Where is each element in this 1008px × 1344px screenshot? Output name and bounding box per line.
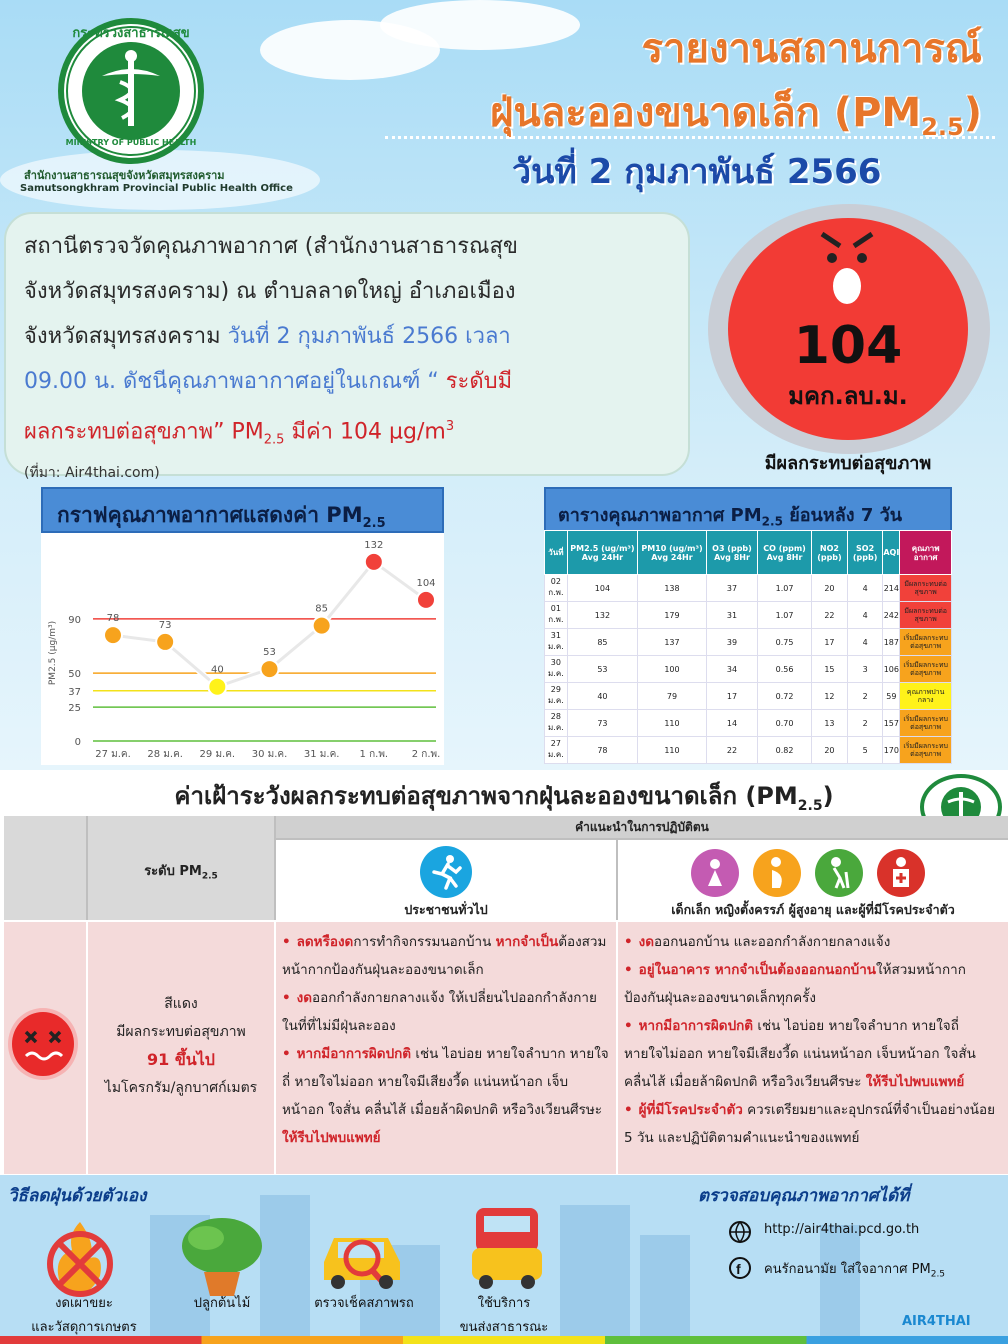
table-cell-pm10: 100 bbox=[638, 656, 707, 683]
svg-text:f: f bbox=[736, 1261, 741, 1277]
plant-icon bbox=[176, 1214, 268, 1298]
y-tick-label: 0 bbox=[74, 737, 81, 748]
y-axis-label: PM2.5 (µg/m³) bbox=[48, 620, 58, 686]
level-unit: ไมโครกรัม/ลูกบาศก์เมตร bbox=[104, 1080, 258, 1096]
risk-group-cell bbox=[618, 840, 1008, 920]
table-cell-pm10: 110 bbox=[638, 710, 707, 737]
data-point bbox=[365, 553, 383, 571]
data-label: 53 bbox=[263, 647, 276, 659]
table-cell-aqi: 242 bbox=[883, 602, 900, 629]
level-name: สีแดง bbox=[164, 996, 198, 1012]
table-title: ตารางคุณภาพอากาศ $PM_{2.5}$ ย้อนหลัง 7 วัน bbox=[544, 487, 952, 533]
y-tick-label: 90 bbox=[68, 614, 81, 626]
table-cell-pm10: 138 bbox=[638, 575, 707, 602]
x-tick-label: 1 ก.พ. bbox=[359, 749, 389, 760]
level-header: ระดับ $PM_{2.5}$ bbox=[144, 864, 218, 882]
level-range: 91 ขึ้นไป bbox=[147, 1050, 215, 1069]
data-point bbox=[313, 617, 331, 635]
table-cell-pm25: 78 bbox=[567, 737, 637, 764]
angry-face-icon bbox=[818, 228, 876, 308]
data-label: 85 bbox=[315, 603, 329, 615]
risk-advice-list bbox=[624, 928, 1000, 1152]
globe-icon bbox=[728, 1220, 752, 1244]
table-cell-so2: 3 bbox=[847, 656, 882, 683]
facebook-page-link[interactable]: คนรักอนามัย ใส่ใจอากาศ $PM_{2.5}$ bbox=[764, 1262, 946, 1280]
table-row bbox=[545, 575, 952, 602]
chart-title: กราฟคุณภาพอากาศแสดงค่า $PM_{2.5}$ bbox=[41, 487, 444, 533]
grid-cell bbox=[4, 816, 86, 920]
general-advice-list bbox=[282, 928, 610, 1152]
moph-logo: กระทรวงสาธารณสุข MINISTRY OF PUBLIC HEALTH bbox=[58, 18, 204, 164]
advice-item: • หากมีอาการผิดปกติ เช่น ไอบ่อย หายใจลำบาก หายใจถี่ หายใจไม่ออก หายใจมีเสียงวี้ด แน่นหน้าอก เจ็บหน้าอก ใจสั่น คลื่นไส้ เมื่อยล้าผิดปกติ หรือวิงเวียนศีรษะ ให้รีบไปพบแพทย์ bbox=[282, 1046, 609, 1146]
data-label: 104 bbox=[416, 577, 436, 589]
table-header-1: PM2.5 (ug/m³) Avg 24Hr bbox=[567, 531, 637, 575]
no-burning-icon bbox=[38, 1214, 122, 1298]
data-point bbox=[261, 660, 279, 678]
table-cell-date: 29 ม.ค. bbox=[545, 683, 568, 710]
data-label: 132 bbox=[364, 539, 384, 551]
sick-face-icon bbox=[8, 1008, 78, 1080]
table-cell-so2: 5 bbox=[847, 737, 882, 764]
table-cell-date: 01 ก.พ. bbox=[545, 602, 568, 629]
table-cell-no2: 15 bbox=[811, 656, 847, 683]
footer-left-title: วิธีลดฝุ่นด้วยตัวเอง bbox=[8, 1186, 147, 1206]
y-tick-label: 25 bbox=[68, 703, 81, 715]
data-point bbox=[208, 678, 226, 696]
table-cell-so2: 4 bbox=[847, 575, 882, 602]
report-title: รายงานสถานการณ์ bbox=[641, 26, 982, 72]
table-cell-date: 28 ม.ค. bbox=[545, 710, 568, 737]
general-public-cell bbox=[276, 840, 616, 920]
advice-header: คำแนะนำในการปฏิบัติตน bbox=[575, 820, 709, 834]
warning-grid-header bbox=[4, 816, 1008, 920]
aqi-level: มีผลกระทบต่อสุขภาพ bbox=[764, 453, 932, 474]
general-public-label: ประชาชนทั่วไป bbox=[404, 902, 488, 917]
office-name-en: Samutsongkhram Provincial Public Health Office bbox=[20, 183, 293, 194]
table-cell-no2: 17 bbox=[811, 629, 847, 656]
data-point bbox=[156, 633, 174, 651]
air4thai-logo: AIR4THAI bbox=[902, 1314, 971, 1329]
desc-line: จังหวัดสมุทรสงคราม) ณ ตำบลลาดใหญ่ อำเภอเมือง bbox=[24, 279, 516, 304]
data-label: 73 bbox=[158, 619, 172, 631]
tip-no-burning: งดเผาขยะ และวัสดุการเกษตร bbox=[31, 1296, 137, 1335]
advice-item: • ผู้ที่มีโรคประจำตัว ควรเตรียมยาและอุปกรณ์ที่จำเป็นอย่างน้อย 5 วัน และปฏิบัติตามคำแนะนำของแพทย์ bbox=[624, 1102, 995, 1146]
x-tick-label: 29 ม.ค. bbox=[199, 749, 236, 760]
y-tick-label: 50 bbox=[68, 669, 81, 681]
air-quality-table bbox=[544, 530, 952, 764]
table-header-4: CO (ppm) Avg 8Hr bbox=[758, 531, 812, 575]
table-cell-aqi: 157 bbox=[883, 710, 900, 737]
child-icon bbox=[690, 848, 744, 898]
table-cell-pm25: 40 bbox=[567, 683, 637, 710]
car-inspection-icon bbox=[316, 1222, 408, 1294]
table-header-6: SO2 (ppb) bbox=[847, 531, 882, 575]
data-source: (ที่มา: Air4thai.com) bbox=[24, 464, 160, 481]
desc-line: สถานีตรวจวัดคุณภาพอากาศ (สำนักงานสาธารณสุข bbox=[24, 234, 518, 259]
advice-item: • ลดหรืองดการทำกิจกรรมนอกบ้าน หากจำเป็นต้องสวมหน้ากากป้องกันฝุ่นละอองขนาดเล็ก bbox=[282, 934, 607, 978]
aqi-value: 104 bbox=[793, 316, 903, 376]
y-tick-label: 37 bbox=[68, 686, 81, 698]
pregnant-woman-icon bbox=[752, 848, 806, 898]
office-name-th: สำนักงานสาธารณสุขจังหวัดสมุทรสงคราม bbox=[24, 169, 225, 182]
table-cell-aqi: 187 bbox=[883, 629, 900, 656]
table-cell-no2: 13 bbox=[811, 710, 847, 737]
aqi-unit: มคก.ลบ.ม. bbox=[788, 382, 908, 410]
website-link[interactable]: http://air4thai.pcd.go.th bbox=[764, 1222, 920, 1237]
table-cell-o3: 37 bbox=[706, 575, 757, 602]
pm25-chart bbox=[41, 533, 444, 765]
table-cell-co: 1.07 bbox=[758, 575, 812, 602]
table-cell-aqi: 106 bbox=[883, 656, 900, 683]
station-description bbox=[4, 212, 690, 481]
advice-item: • อยู่ในอาคาร หากจำเป็นต้องออกนอกบ้านให้สวมหน้ากากป้องกันฝุ่นละอองขนาดเล็กทุกครั้ง bbox=[624, 962, 966, 1006]
red-level-description bbox=[88, 990, 274, 1102]
pm25-line-chart bbox=[41, 533, 444, 765]
facebook-icon bbox=[728, 1256, 752, 1280]
cloud-decoration bbox=[380, 0, 580, 50]
x-tick-label: 28 ม.ค. bbox=[147, 749, 183, 760]
table-cell-level: เริ่มมีผลกระทบต่อสุขภาพ bbox=[900, 629, 952, 656]
running-person-icon bbox=[420, 846, 472, 898]
table-cell-co: 1.07 bbox=[758, 602, 812, 629]
tip-public-transport: ใช้บริการ ขนส่งสาธารณะ bbox=[459, 1296, 549, 1335]
data-point bbox=[417, 591, 435, 609]
table-cell-co: 0.70 bbox=[758, 710, 812, 737]
table-cell-aqi: 170 bbox=[883, 737, 900, 764]
table-header-0: วันที่ bbox=[545, 531, 568, 575]
table-cell-no2: 20 bbox=[811, 737, 847, 764]
table-cell-pm10: 79 bbox=[638, 683, 707, 710]
table-header-8: คุณภาพ อากาศ bbox=[900, 531, 952, 575]
table-cell-no2: 20 bbox=[811, 575, 847, 602]
table-row bbox=[545, 710, 952, 737]
x-tick-label: 31 ม.ค. bbox=[303, 749, 340, 760]
table-cell-no2: 12 bbox=[811, 683, 847, 710]
table-cell-level: เริ่มมีผลกระทบต่อสุขภาพ bbox=[900, 737, 952, 764]
table-cell-co: 0.56 bbox=[758, 656, 812, 683]
table-cell-pm25: 85 bbox=[567, 629, 637, 656]
table-row bbox=[545, 656, 952, 683]
table-cell-o3: 31 bbox=[706, 602, 757, 629]
table-cell-o3: 34 bbox=[706, 656, 757, 683]
tip-plant-trees: ปลูกต้นไม้ bbox=[193, 1296, 251, 1311]
table-header-5: NO2 (ppb) bbox=[811, 531, 847, 575]
table-cell-o3: 22 bbox=[706, 737, 757, 764]
table-cell-pm25: 104 bbox=[567, 575, 637, 602]
advice-header-cell bbox=[276, 816, 1008, 838]
table-row bbox=[545, 602, 952, 629]
desc-line: จังหวัดสมุทรสงคราม วันที่ 2 กุมภาพันธ์ 2566 เวลา bbox=[24, 324, 511, 349]
table-cell-o3: 17 bbox=[706, 683, 757, 710]
table-row bbox=[545, 683, 952, 710]
caduceus-icon bbox=[82, 42, 180, 140]
data-point bbox=[104, 626, 122, 644]
table-cell-date: 30 ม.ค. bbox=[545, 656, 568, 683]
table-cell-date: 31 ม.ค. bbox=[545, 629, 568, 656]
advice-item: • งดออกนอกบ้าน และออกกำลังกายกลางแจ้ง bbox=[624, 934, 891, 950]
table-header-2: PM10 (ug/m³) Avg 24Hr bbox=[638, 531, 707, 575]
desc-line: 09.00 น. ดัชนีคุณภาพอากาศอยู่ในเกณฑ์ “ ระดับมี bbox=[24, 369, 513, 394]
elderly-icon bbox=[814, 848, 868, 898]
desc-line: ผลกระทบต่อสุขภาพ” $PM_{2.5}$ มีค่า 104 $\mu g/m^3$ bbox=[24, 419, 455, 448]
tip-check-car: ตรวจเช็คสภาพรถ bbox=[314, 1296, 414, 1311]
table-cell-co: 0.72 bbox=[758, 683, 812, 710]
table-cell-co: 0.82 bbox=[758, 737, 812, 764]
divider bbox=[385, 136, 995, 139]
table-cell-level: มีผลกระทบต่อสุขภาพ bbox=[900, 602, 952, 629]
advice-item: • หากมีอาการผิดปกติ เช่น ไอบ่อย หายใจลำบาก หายใจถี่ หายใจไม่ออก หายใจมีเสียงวี้ด แน่นหน้าอก เจ็บหน้าอก ใจสั่น คลื่นไส้ เมื่อยล้าผิดปกติ หรือวิงเวียนศีรษะ ให้รีบไปพบแพทย์ bbox=[624, 1018, 976, 1090]
footer-right-title: ตรวจสอบคุณภาพอากาศได้ที่ bbox=[698, 1186, 910, 1206]
table-cell-pm25: 132 bbox=[567, 602, 637, 629]
table-cell-aqi: 214 bbox=[883, 575, 900, 602]
table-cell-level: คุณภาพปานกลาง bbox=[900, 683, 952, 710]
level-header-cell bbox=[88, 816, 274, 920]
warning-title: ค่าเฝ้าระวังผลกระทบต่อสุขภาพจากฝุ่นละอองขนาดเล็ก $(PM_{2.5})$ bbox=[174, 782, 834, 814]
x-tick-label: 30 ม.ค. bbox=[251, 749, 288, 760]
table-cell-so2: 2 bbox=[847, 710, 882, 737]
report-date: วันที่ 2 กุมภาพันธ์ 2566 bbox=[512, 152, 882, 192]
table-header-3: O3 (ppb) Avg 8Hr bbox=[706, 531, 757, 575]
table-cell-level: เริ่มมีผลกระทบต่อสุขภาพ bbox=[900, 710, 952, 737]
table-cell-date: 27 ม.ค. bbox=[545, 737, 568, 764]
table-cell-pm10: 110 bbox=[638, 737, 707, 764]
table-cell-so2: 4 bbox=[847, 629, 882, 656]
table-cell-o3: 39 bbox=[706, 629, 757, 656]
table-cell-pm25: 73 bbox=[567, 710, 637, 737]
risk-group-label: เด็กเล็ก หญิงตั้งครรภ์ ผู้สูงอายุ และผู้ที่มีโรคประจำตัว bbox=[671, 902, 955, 917]
table-cell-so2: 2 bbox=[847, 683, 882, 710]
table-row bbox=[545, 629, 952, 656]
table-cell-pm25: 53 bbox=[567, 656, 637, 683]
table-cell-level: เริ่มมีผลกระทบต่อสุขภาพ bbox=[900, 656, 952, 683]
patient-icon bbox=[876, 848, 930, 898]
x-tick-label: 27 ม.ค. bbox=[95, 749, 131, 760]
table-cell-o3: 14 bbox=[706, 710, 757, 737]
table-header-7: AQI bbox=[883, 531, 900, 575]
x-tick-label: 2 ก.พ. bbox=[411, 749, 441, 760]
table-cell-so2: 4 bbox=[847, 602, 882, 629]
public-transport-icon bbox=[462, 1204, 552, 1292]
table-cell-date: 02 ก.พ. bbox=[545, 575, 568, 602]
table-cell-aqi: 59 bbox=[883, 683, 900, 710]
level-desc: มีผลกระทบต่อสุขภาพ bbox=[116, 1024, 246, 1040]
table-cell-pm10: 137 bbox=[638, 629, 707, 656]
table-cell-no2: 22 bbox=[811, 602, 847, 629]
data-label: 78 bbox=[106, 613, 120, 625]
table-row bbox=[545, 737, 952, 764]
table-cell-pm10: 179 bbox=[638, 602, 707, 629]
table-cell-level: มีผลกระทบต่อสุขภาพ bbox=[900, 575, 952, 602]
rainbow-stripe bbox=[0, 1336, 1008, 1344]
advice-item: • งดออกกำลังกายกลางแจ้ง ให้เปลี่ยนไปออกกำลังกายในที่ที่ไม่มีฝุ่นละออง bbox=[282, 990, 597, 1034]
data-label: 40 bbox=[210, 664, 224, 676]
report-subtitle: ฝุ่นละอองขนาดเล็ก $(PM_{2.5})$ bbox=[489, 90, 982, 141]
table-cell-co: 0.75 bbox=[758, 629, 812, 656]
